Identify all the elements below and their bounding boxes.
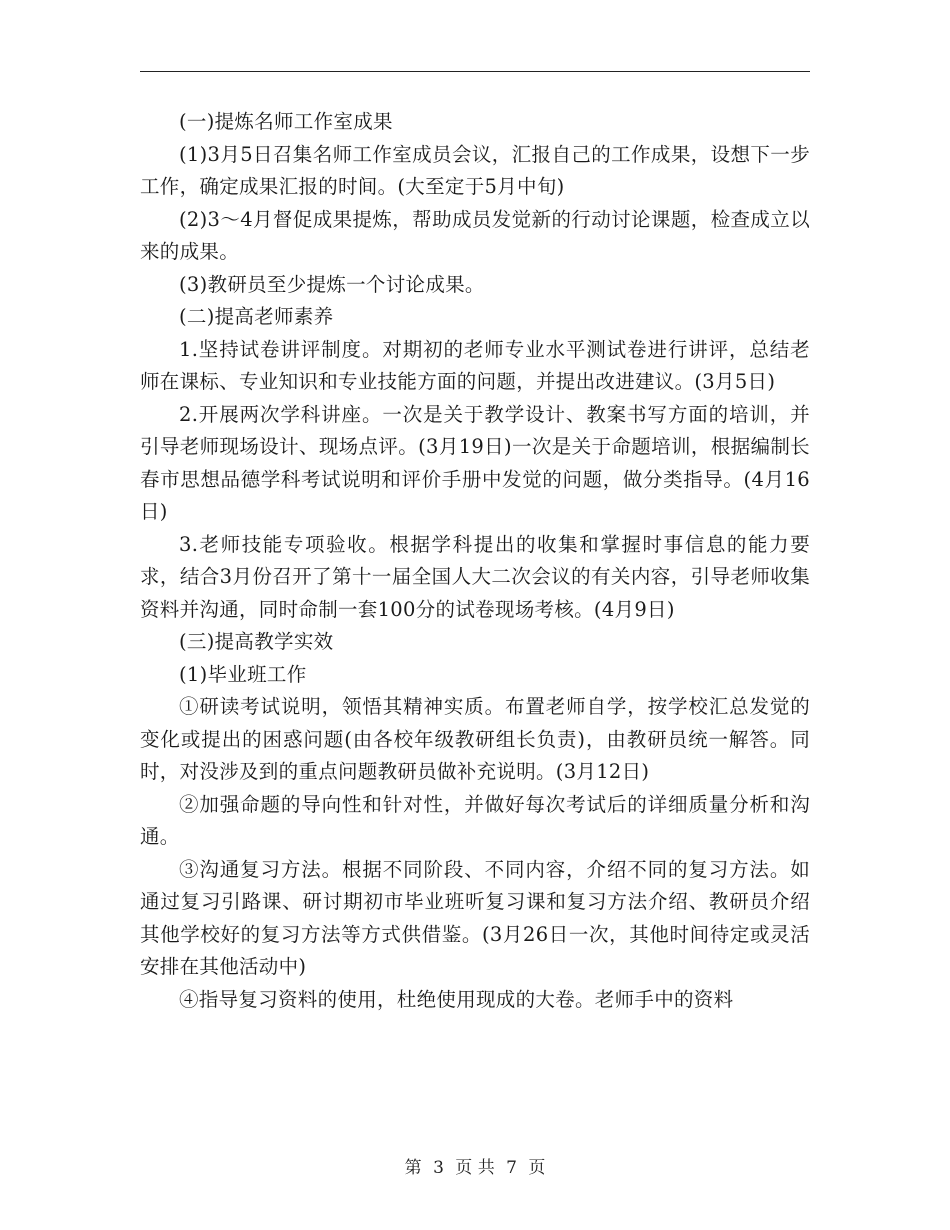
subheading: (1)毕业班工作 bbox=[179, 662, 307, 686]
total-pages: 7 bbox=[506, 1158, 517, 1178]
footer-prefix: 第 bbox=[404, 1158, 422, 1178]
paragraph: 2.开展两次学科讲座。一次是关于教学设计、教案书写方面的培训，并引导老师现场设计、现场点评。(3月19日)一次是关于命题培训，根据编制长春市思想品德学科考试说明和评价手册中发觉的问题，做分类指导。(4月16日) bbox=[140, 402, 810, 523]
footer-suffix: 页 bbox=[528, 1158, 546, 1178]
heading-section-2: (二)提高老师素养 bbox=[179, 305, 334, 328]
paragraph: 1.坚持试卷讲评制度。对期初的老师专业水平测试卷进行讲评，总结老师在课标、专业知识和专业技能方面的问题，并提出改进建议。(3月5日) bbox=[140, 337, 810, 393]
paragraph: ④指导复习资料的使用，杜绝使用现成的大卷。老师手中的资料 bbox=[179, 987, 734, 1011]
footer-middle: 页 共 bbox=[455, 1158, 495, 1178]
page-footer bbox=[0, 1153, 950, 1178]
paragraph: ③沟通复习方法。根据不同阶段、不同内容，介绍不同的复习方法。如通过复习引路课、研讨期初市毕业班听复习课和复习方法介绍、教研员介绍其他学校好的复习方法等方式供借鉴。(3月26日一次，其他时间待定或灵活安排在其他活动中) bbox=[140, 857, 810, 978]
heading-section-3: (三)提高教学实效 bbox=[179, 630, 334, 653]
header-rule bbox=[140, 71, 810, 72]
heading-section-1: (一)提炼名师工作室成果 bbox=[179, 110, 393, 133]
paragraph: ②加强命题的导向性和针对性，并做好每次考试后的详细质量分析和沟通。 bbox=[140, 792, 810, 848]
paragraph: (2)3～4月督促成果提炼，帮助成员发觉新的行动讨论课题，检查成立以来的成果。 bbox=[140, 207, 810, 263]
page-number: 3 bbox=[433, 1158, 444, 1178]
document-body bbox=[140, 106, 810, 1016]
paragraph: ①研读考试说明，领悟其精神实质。布置老师自学，按学校汇总发觉的变化或提出的困惑问题(由各校年级教研组长负责)，由教研员统一解答。同时，对没涉及到的重点问题教研员做补充说明。(3月12日) bbox=[140, 695, 810, 783]
paragraph: (3)教研员至少提炼一个讨论成果。 bbox=[179, 272, 485, 296]
paragraph: 3.老师技能专项验收。根据学科提出的收集和掌握时事信息的能力要求，结合3月份召开了第十一届全国人大二次会议的有关内容，引导老师收集资料并沟通，同时命制一套100分的试卷现场考核。(4月9日) bbox=[140, 532, 810, 621]
paragraph: (1)3月5日召集名师工作室成员会议，汇报自己的工作成果，设想下一步工作，确定成果汇报的时间。(大至定于5月中旬) bbox=[140, 142, 810, 198]
